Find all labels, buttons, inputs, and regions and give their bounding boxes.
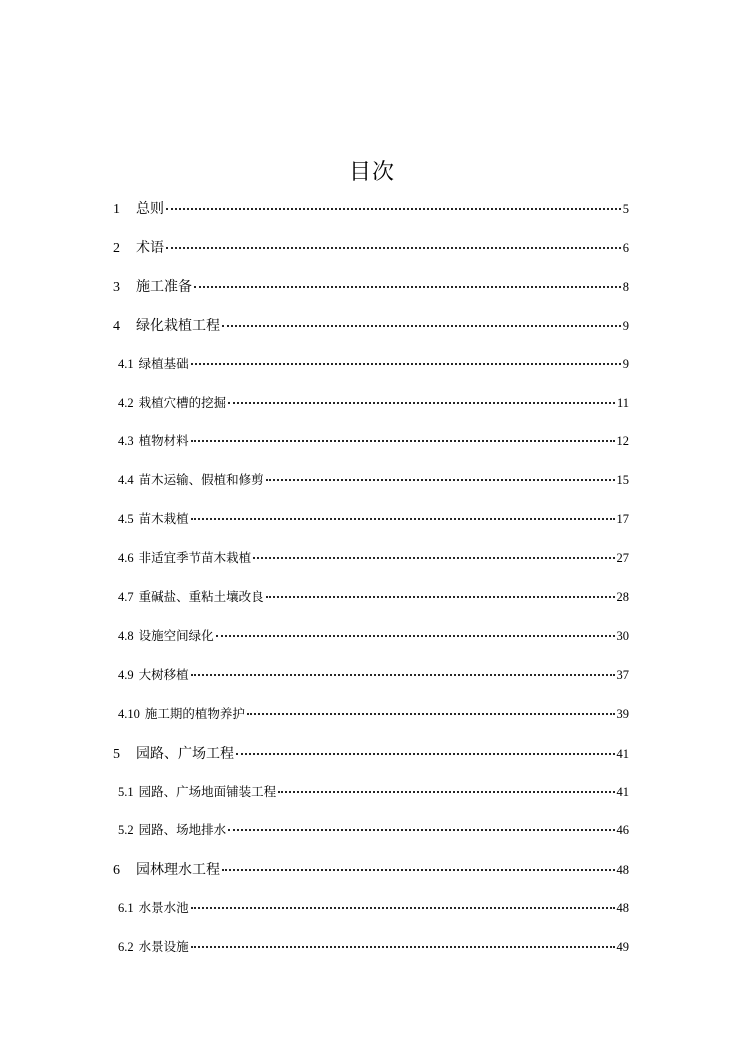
toc-entry-title: 园林理水工程 <box>136 862 220 879</box>
toc-entry-page-number: 41 <box>616 746 629 761</box>
toc-entry[interactable] <box>118 470 629 488</box>
toc-entry-page-number: 27 <box>616 551 629 566</box>
toc-entry-title: 设施空间绿化 <box>138 627 214 643</box>
toc-entry-page-number: 39 <box>616 706 629 721</box>
toc-entry-page-number: 48 <box>616 901 629 916</box>
toc-entry[interactable] <box>118 820 629 838</box>
toc-entry[interactable] <box>118 704 629 722</box>
toc-entry-title: 大树移植 <box>138 666 189 682</box>
toc-entry[interactable] <box>118 587 629 605</box>
toc-entry-number: 4.5 <box>118 512 134 527</box>
toc-entry-number: 5.2 <box>118 823 134 838</box>
toc-entry-page-number: 46 <box>616 823 629 838</box>
toc-entry[interactable] <box>118 548 629 566</box>
toc-entry-number: 4.7 <box>118 590 134 604</box>
toc-entry[interactable] <box>113 743 629 763</box>
dot-leader <box>191 517 615 520</box>
toc-entry-title: 园路、广场地面铺装工程 <box>138 783 277 799</box>
toc-entry[interactable] <box>118 393 629 411</box>
toc-entry-title: 水景设施 <box>138 939 189 955</box>
toc-entry[interactable] <box>118 626 629 644</box>
dot-leader <box>266 478 615 481</box>
toc-entry-page-number: 15 <box>616 473 629 488</box>
dot-leader <box>191 439 615 442</box>
toc-entry-title: 植物材料 <box>138 433 189 449</box>
toc-entry-title: 园路、广场工程 <box>136 745 234 762</box>
toc-entry-number: 1 <box>113 202 120 217</box>
dot-leader <box>236 752 615 755</box>
toc-entry-number: 4.6 <box>118 551 134 566</box>
toc-entry-title: 施工准备 <box>136 278 192 295</box>
toc-entry-number: 4.9 <box>118 667 134 682</box>
toc-entry-page-number: 12 <box>616 434 629 449</box>
dot-leader <box>191 945 615 948</box>
toc-entry-number: 5 <box>113 746 120 762</box>
toc-entry-page-number: 17 <box>616 512 629 527</box>
toc-entry[interactable] <box>113 276 629 296</box>
toc-entry-title: 水景水池 <box>138 900 189 916</box>
toc-entry-title: 总则 <box>136 201 164 217</box>
toc-entry-page-number: 8 <box>622 279 629 294</box>
toc-entry-number: 4.8 <box>118 628 134 643</box>
toc-entry-title: 施工期的植物养护 <box>144 705 245 721</box>
page-title: 目次 <box>348 160 395 185</box>
toc-entry[interactable] <box>113 237 629 257</box>
toc-entry-title: 苗木栽植 <box>138 511 189 527</box>
toc-entry-number: 4.10 <box>118 706 140 721</box>
toc-entry-page-number: 41 <box>616 784 629 799</box>
dot-leader <box>278 790 614 793</box>
dot-leader <box>266 595 615 598</box>
toc-entry-number: 4 <box>113 318 120 334</box>
dot-leader <box>222 324 621 327</box>
toc-entry-title: 绿化栽植工程 <box>136 317 220 334</box>
toc-entry[interactable] <box>118 354 629 372</box>
toc-entry[interactable] <box>113 315 629 335</box>
toc-entry[interactable] <box>118 431 629 449</box>
toc-entry[interactable] <box>113 859 629 879</box>
toc-entry[interactable] <box>118 665 629 683</box>
dot-leader <box>166 246 621 249</box>
toc-entry-page-number: 11 <box>616 395 629 410</box>
dot-leader <box>228 401 615 404</box>
toc-entry-number: 2 <box>113 240 120 256</box>
toc-entry-title: 园路、场地排水 <box>138 822 227 838</box>
toc-entry-page-number: 9 <box>622 356 629 371</box>
dot-leader <box>191 906 615 909</box>
toc-entry[interactable] <box>118 898 629 916</box>
dot-leader <box>216 634 615 637</box>
dot-leader <box>253 556 614 559</box>
toc-entry-number: 6.2 <box>118 940 134 955</box>
toc-entry-page-number: 48 <box>616 863 629 878</box>
toc-entry-page-number: 6 <box>622 240 629 255</box>
toc-entry-number: 4.4 <box>118 473 134 488</box>
dot-leader <box>191 673 615 676</box>
toc-entry[interactable] <box>118 509 629 527</box>
dot-leader <box>222 868 615 871</box>
toc-entry-number: 6 <box>113 863 120 879</box>
toc-entry[interactable] <box>118 937 629 955</box>
toc-entry-number: 4.1 <box>118 356 134 371</box>
toc-entry-page-number: 5 <box>622 202 629 216</box>
toc-entry-page-number: 30 <box>616 628 629 643</box>
dot-leader <box>228 828 614 831</box>
toc-entry-title: 绿植基础 <box>138 355 189 371</box>
dot-leader <box>166 207 621 210</box>
toc-entry-page-number: 37 <box>616 667 629 682</box>
dot-leader <box>247 712 615 715</box>
toc-entry-number: 4.3 <box>118 434 134 449</box>
toc-entry-number: 5.1 <box>118 784 134 799</box>
toc-entry[interactable] <box>113 198 629 218</box>
dot-leader <box>194 285 621 288</box>
toc-entry-title: 重碱盐、重粘土壤改良 <box>138 589 264 604</box>
toc-entry-number: 4.2 <box>118 395 134 410</box>
toc-entry-page-number: 28 <box>616 590 629 604</box>
toc-entry-number: 6.1 <box>118 901 134 916</box>
toc-entry-page-number: 9 <box>622 318 629 333</box>
toc-entry-title: 栽植穴槽的挖掘 <box>138 394 227 410</box>
toc-entry[interactable] <box>118 782 629 800</box>
dot-leader <box>191 362 621 365</box>
toc-entry-number: 3 <box>113 279 120 295</box>
toc-entry-title: 术语 <box>136 239 164 256</box>
toc-entry-page-number: 49 <box>616 940 629 955</box>
toc-entry-title: 苗木运输、假植和修剪 <box>138 472 264 488</box>
toc-entry-title: 非适宜季节苗木栽植 <box>138 550 252 566</box>
